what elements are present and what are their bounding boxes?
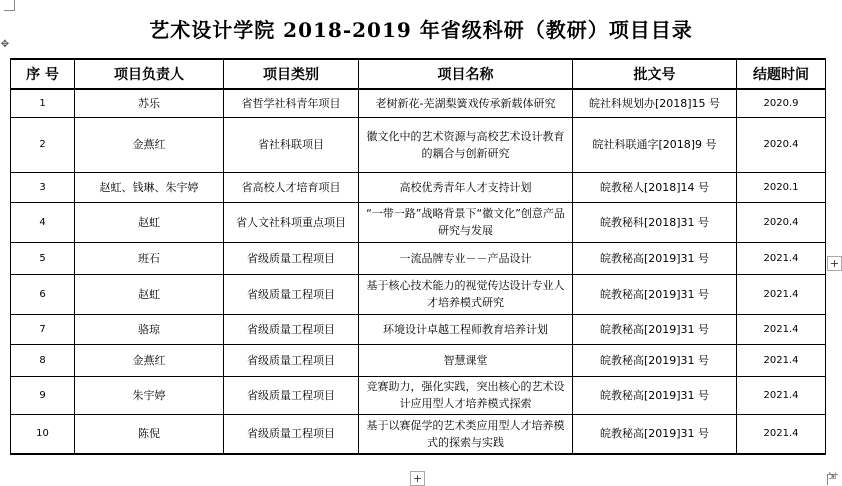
cell-completion-date: 2021.4 <box>737 242 826 274</box>
document-title: 艺术设计学院 2018-2019 年省级科研（教研）项目目录 <box>149 18 693 42</box>
cell-no: 9 <box>11 376 75 414</box>
cell-completion-date: 2020.4 <box>737 117 826 172</box>
header-project-name: 项目名称 <box>359 59 573 89</box>
cell-no: 4 <box>11 202 75 242</box>
cell-project-name: 老树新花-芜湖梨簧戏传承新载体研究 <box>359 89 573 117</box>
cell-approval-no: 皖教秘高[2019]31 号 <box>573 414 737 454</box>
table-row <box>11 202 826 242</box>
cell-category: 省哲学社科青年项目 <box>224 89 359 117</box>
cell-category: 省级质量工程项目 <box>224 242 359 274</box>
cell-project-name: 智慧课堂 <box>359 344 573 376</box>
cell-approval-no: 皖社科联通字[2018]9 号 <box>573 117 737 172</box>
cell-no: 3 <box>11 172 75 202</box>
header-completion-date: 结题时间 <box>737 59 826 89</box>
cell-approval-no: 皖教秘科[2018]31 号 <box>573 202 737 242</box>
cell-project-name: 环境设计卓越工程师教育培养计划 <box>359 314 573 344</box>
cell-no: 8 <box>11 344 75 376</box>
cell-category: 省级质量工程项目 <box>224 376 359 414</box>
page-corner-mark <box>827 474 838 485</box>
cell-no: 5 <box>11 242 75 274</box>
cell-category: 省级质量工程项目 <box>224 344 359 376</box>
cell-completion-date: 2021.4 <box>737 314 826 344</box>
cell-completion-date: 2021.4 <box>737 274 826 314</box>
cell-approval-no: 皖教秘人[2018]14 号 <box>573 172 737 202</box>
cell-leader: 金燕红 <box>75 117 224 172</box>
cell-leader: 朱宇婷 <box>75 376 224 414</box>
header-leader: 项目负责人 <box>75 59 224 89</box>
table-row <box>11 172 826 202</box>
cell-project-name: 竞赛助力，强化实践，突出核心的艺术设计应用型人才培养模式探索 <box>359 376 573 414</box>
table-row <box>11 274 826 314</box>
cell-project-name: 高校优秀青年人才支持计划 <box>359 172 573 202</box>
header-no: 序 号 <box>11 59 75 89</box>
cell-project-name: 徽文化中的艺术资源与高校艺术设计教育的耦合与创新研究 <box>359 117 573 172</box>
cell-category: 省级质量工程项目 <box>224 414 359 454</box>
cell-no: 1 <box>11 89 75 117</box>
page-corner-mark <box>4 0 15 11</box>
cell-project-name: 基于以赛促学的艺术类应用型人才培养模式的探索与实践 <box>359 414 573 454</box>
cell-completion-date: 2021.4 <box>737 414 826 454</box>
add-row-button[interactable]: + <box>410 471 425 486</box>
cell-no: 6 <box>11 274 75 314</box>
cell-approval-no: 皖教秘高[2019]31 号 <box>573 314 737 344</box>
cell-approval-no: 皖教秘高[2019]31 号 <box>573 274 737 314</box>
table-move-icon[interactable]: ✥ <box>0 39 10 50</box>
cell-category: 省社科联项目 <box>224 117 359 172</box>
cell-category: 省级质量工程项目 <box>224 314 359 344</box>
cell-leader: 赵虹、钱琳、朱宇婷 <box>75 172 224 202</box>
cell-category: 省级质量工程项目 <box>224 274 359 314</box>
cell-completion-date: 2020.1 <box>737 172 826 202</box>
cell-leader: 班石 <box>75 242 224 274</box>
table-resize-icon[interactable]: ⇲ <box>827 471 837 482</box>
cell-category: 省人文社科项重点项目 <box>224 202 359 242</box>
cell-approval-no: 皖社科规划办[2018]15 号 <box>573 89 737 117</box>
header-approval-no: 批文号 <box>573 59 737 89</box>
cell-no: 2 <box>11 117 75 172</box>
table-row <box>11 344 826 376</box>
cell-project-name: 基于核心技术能力的视觉传达设计专业人才培养模式研究 <box>359 274 573 314</box>
cell-leader: 苏乐 <box>75 89 224 117</box>
cell-completion-date: 2020.9 <box>737 89 826 117</box>
project-table <box>10 58 826 455</box>
cell-completion-date: 2020.4 <box>737 202 826 242</box>
cell-project-name: “一带一路”战略背景下“徽文化”创意产品研究与发展 <box>359 202 573 242</box>
cell-leader: 赵虹 <box>75 274 224 314</box>
cell-leader: 金燕红 <box>75 344 224 376</box>
cell-approval-no: 皖教秘高[2019]31 号 <box>573 242 737 274</box>
add-column-button[interactable]: + <box>827 256 842 271</box>
cell-approval-no: 皖教秘高[2019]31 号 <box>573 344 737 376</box>
table-row <box>11 414 826 454</box>
cell-no: 7 <box>11 314 75 344</box>
table-row <box>11 117 826 172</box>
header-category: 项目类别 <box>224 59 359 89</box>
table-header-row <box>11 59 826 89</box>
cell-no: 10 <box>11 414 75 454</box>
table-row <box>11 314 826 344</box>
cell-project-name: 一流品牌专业－－产品设计 <box>359 242 573 274</box>
cell-leader: 骆琼 <box>75 314 224 344</box>
cell-completion-date: 2021.4 <box>737 376 826 414</box>
table-row <box>11 89 826 117</box>
cell-completion-date: 2021.4 <box>737 344 826 376</box>
table-row <box>11 242 826 274</box>
table-row <box>11 376 826 414</box>
cell-category: 省高校人才培育项目 <box>224 172 359 202</box>
cell-leader: 赵虹 <box>75 202 224 242</box>
cell-leader: 陈倪 <box>75 414 224 454</box>
cell-approval-no: 皖教秘高[2019]31 号 <box>573 376 737 414</box>
